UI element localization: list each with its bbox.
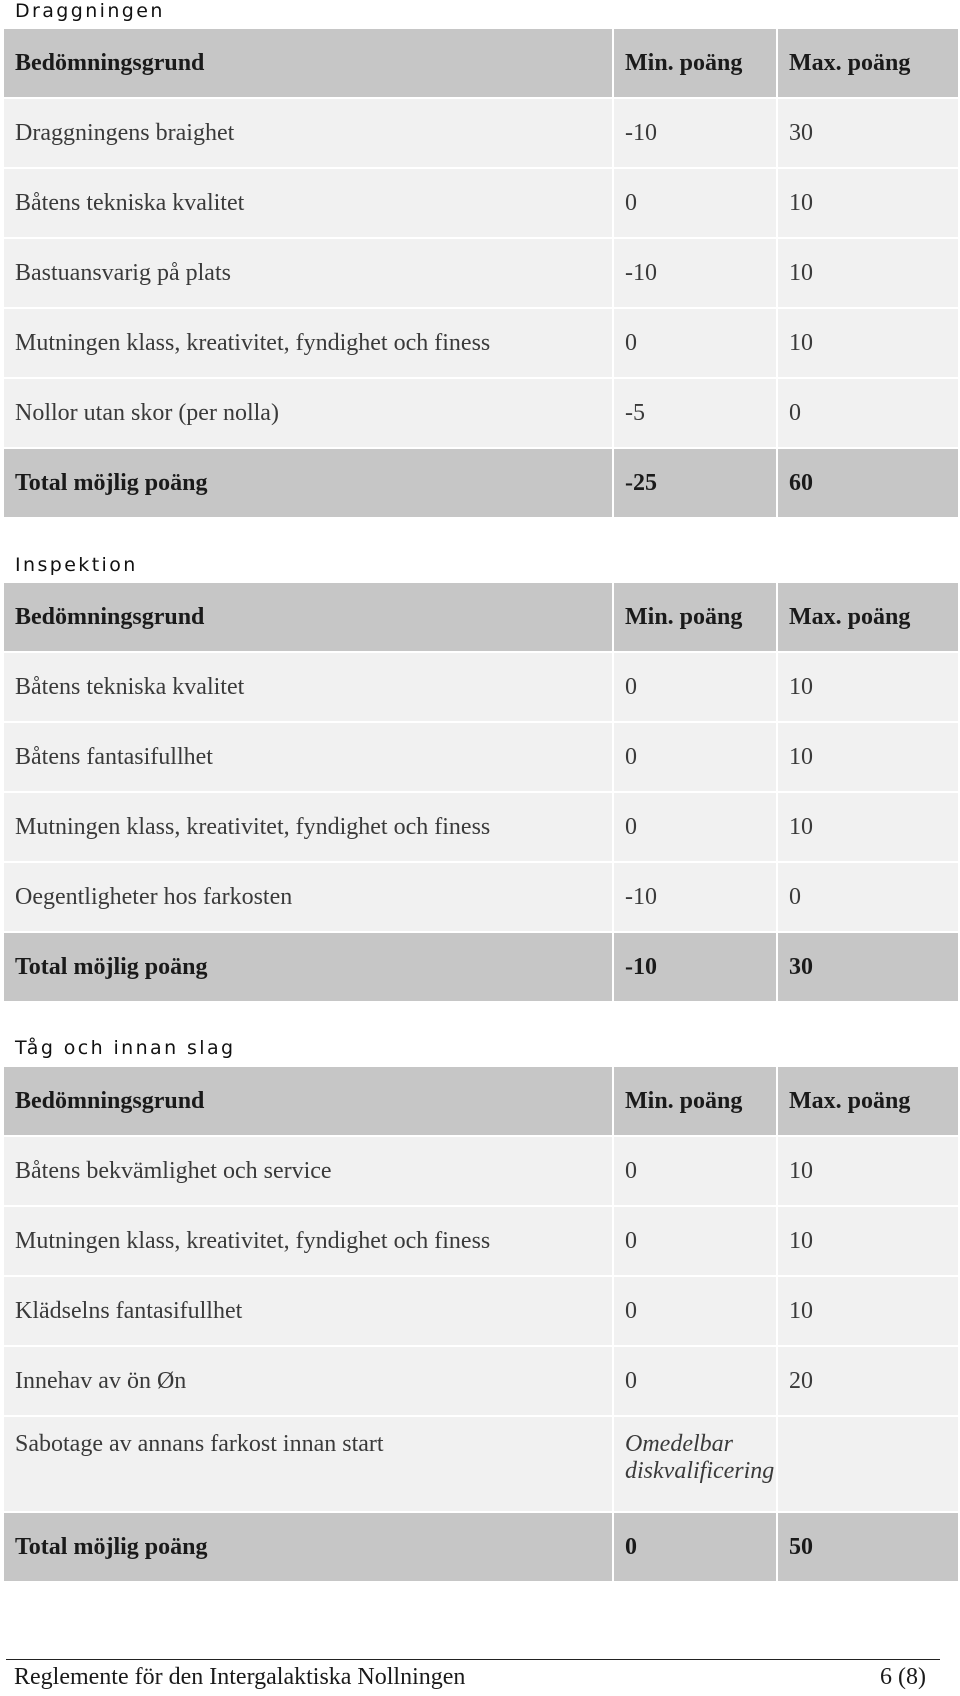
table-row (4, 793, 958, 863)
column-header-criterion: Bedömningsgrund (4, 1067, 614, 1137)
footer-page-number: 6 (8) (880, 1664, 926, 1690)
total-row (4, 1513, 958, 1583)
criterion-cell: Bastuansvarig på plats (4, 239, 614, 309)
criterion-cell: Sabotage av annans farkost innan start (4, 1417, 614, 1513)
min-cell: 0 (614, 723, 778, 793)
criterion-cell: Mutningen klass, kreativitet, fyndighet och finess (4, 1207, 614, 1277)
table-row (4, 863, 958, 933)
min-cell: -10 (614, 239, 778, 309)
column-header-criterion: Bedömningsgrund (4, 583, 614, 653)
footer-document-title: Reglemente för den Intergalaktiska Nollningen (14, 1664, 466, 1690)
max-cell: 10 (778, 723, 958, 793)
table-row (4, 723, 958, 793)
total-label: Total möjlig poäng (4, 1513, 614, 1583)
column-header-max: Max. poäng (778, 29, 958, 99)
total-label: Total möjlig poäng (4, 449, 614, 519)
total-row (4, 933, 958, 1003)
criterion-cell: Mutningen klass, kreativitet, fyndighet och finess (4, 309, 614, 379)
section-title-inspektion: Inspektion (15, 554, 138, 576)
max-cell: 10 (778, 1207, 958, 1277)
min-cell: 0 (614, 309, 778, 379)
total-max: 50 (778, 1513, 958, 1583)
score-table-tag-och-innan-slag (4, 1067, 958, 1583)
max-cell: 10 (778, 1137, 958, 1207)
column-header-min: Min. poäng (614, 583, 778, 653)
max-cell: 10 (778, 169, 958, 239)
max-cell: 10 (778, 1277, 958, 1347)
total-min: -10 (614, 933, 778, 1003)
column-header-criterion: Bedömningsgrund (4, 29, 614, 99)
criterion-cell: Draggningens braighet (4, 99, 614, 169)
table-row (4, 239, 958, 309)
min-cell: 0 (614, 1137, 778, 1207)
max-cell: 10 (778, 309, 958, 379)
min-cell: 0 (614, 1207, 778, 1277)
total-min: 0 (614, 1513, 778, 1583)
min-cell: -10 (614, 99, 778, 169)
table-header-row (4, 1067, 958, 1137)
table-row (4, 309, 958, 379)
section-title-draggningen: Draggningen (15, 0, 165, 22)
criterion-cell: Mutningen klass, kreativitet, fyndighet och finess (4, 793, 614, 863)
min-cell: 0 (614, 1277, 778, 1347)
criterion-cell: Båtens bekvämlighet och service (4, 1137, 614, 1207)
min-cell: 0 (614, 169, 778, 239)
score-table-draggningen (4, 29, 958, 519)
table-row (4, 1137, 958, 1207)
min-cell: 0 (614, 653, 778, 723)
min-cell: 0 (614, 1347, 778, 1417)
table-row (4, 1347, 958, 1417)
max-cell: 0 (778, 379, 958, 449)
table-row (4, 653, 958, 723)
disqualification-cell: Omedelbar diskvalificering (614, 1417, 778, 1513)
min-cell: -10 (614, 863, 778, 933)
criterion-cell: Oegentligheter hos farkosten (4, 863, 614, 933)
max-cell: 10 (778, 239, 958, 309)
score-table-inspektion (4, 583, 958, 1003)
section-title-tag-och-innan-slag: Tåg och innan slag (15, 1037, 236, 1059)
column-header-max: Max. poäng (778, 1067, 958, 1137)
min-cell: -5 (614, 379, 778, 449)
column-header-min: Min. poäng (614, 29, 778, 99)
max-cell: 30 (778, 99, 958, 169)
max-cell (778, 1417, 958, 1513)
total-min: -25 (614, 449, 778, 519)
max-cell: 10 (778, 793, 958, 863)
max-cell: 0 (778, 863, 958, 933)
min-cell: 0 (614, 793, 778, 863)
total-label: Total möjlig poäng (4, 933, 614, 1003)
total-row (4, 449, 958, 519)
criterion-cell: Innehav av ön Øn (4, 1347, 614, 1417)
criterion-cell: Båtens fantasifullhet (4, 723, 614, 793)
total-max: 60 (778, 449, 958, 519)
table-header-row (4, 29, 958, 99)
column-header-min: Min. poäng (614, 1067, 778, 1137)
table-row (4, 1277, 958, 1347)
max-cell: 20 (778, 1347, 958, 1417)
table-row (4, 99, 958, 169)
table-header-row (4, 583, 958, 653)
footer-divider (6, 1659, 940, 1660)
criterion-cell: Klädselns fantasifullhet (4, 1277, 614, 1347)
column-header-max: Max. poäng (778, 583, 958, 653)
criterion-cell: Nollor utan skor (per nolla) (4, 379, 614, 449)
max-cell: 10 (778, 653, 958, 723)
table-row (4, 169, 958, 239)
total-max: 30 (778, 933, 958, 1003)
table-row (4, 1207, 958, 1277)
criterion-cell: Båtens tekniska kvalitet (4, 169, 614, 239)
table-row (4, 1417, 958, 1513)
criterion-cell: Båtens tekniska kvalitet (4, 653, 614, 723)
table-row (4, 379, 958, 449)
